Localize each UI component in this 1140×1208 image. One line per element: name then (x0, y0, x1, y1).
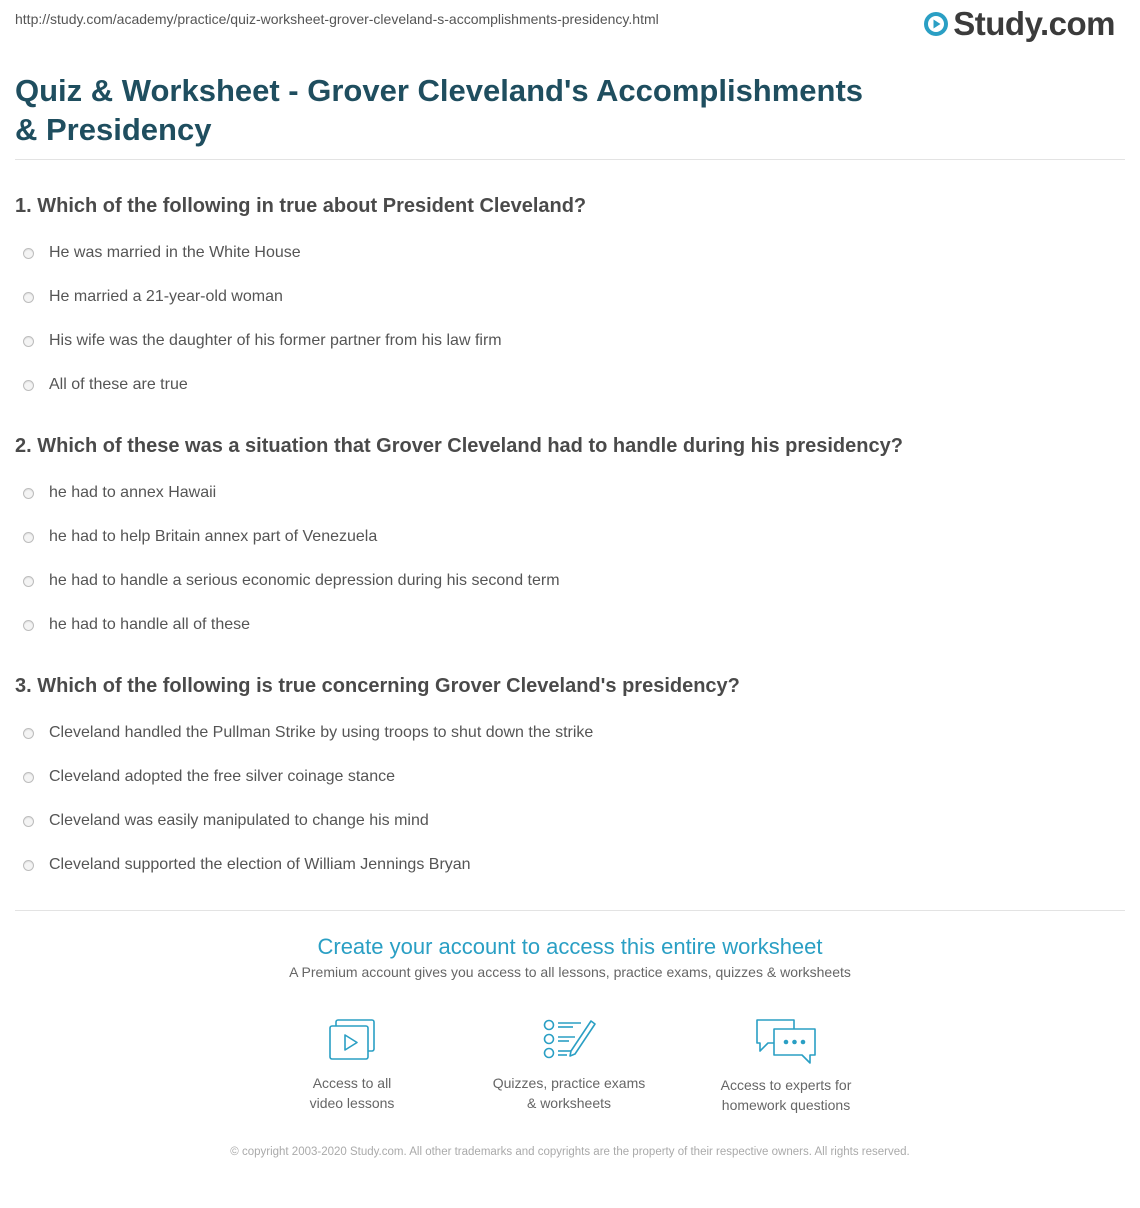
answer-option[interactable] (23, 755, 1125, 799)
video-lessons-icon (327, 1017, 377, 1063)
option-label: Cleveland adopted the free silver coinage stance (49, 768, 395, 785)
question-3 (15, 673, 1125, 887)
option-label: he had to annex Hawaii (49, 484, 217, 501)
chat-bubbles-icon (754, 1017, 818, 1065)
radio-button[interactable] (23, 248, 34, 259)
option-label: Cleveland was easily manipulated to change his mind (49, 812, 429, 829)
option-label: His wife was the daughter of his former partner from his law firm (49, 332, 502, 349)
radio-button[interactable] (23, 772, 34, 783)
page-url: http://study.com/academy/practice/quiz-worksheet-grover-cleveland-s-accomplishments-presidency.html (15, 11, 659, 27)
radio-button[interactable] (23, 532, 34, 543)
answer-option[interactable] (23, 363, 1125, 407)
title-divider (15, 159, 1125, 160)
radio-button[interactable] (23, 576, 34, 587)
feature-label: Access to all video lessons (309, 1075, 395, 1111)
answer-option[interactable] (23, 275, 1125, 319)
answer-option[interactable] (23, 471, 1125, 515)
answer-option[interactable] (23, 515, 1125, 559)
radio-button[interactable] (23, 292, 34, 303)
cta-subtitle: A Premium account gives you access to all lessons, practice exams, quizzes & worksheets (289, 964, 851, 980)
feature-label: Quizzes, practice exams & worksheets (492, 1075, 646, 1111)
radio-button[interactable] (23, 816, 34, 827)
option-label: he had to handle a serious economic depression during his second term (49, 572, 560, 589)
answer-option[interactable] (23, 843, 1125, 887)
radio-button[interactable] (23, 620, 34, 631)
feature-video-lessons (252, 1017, 452, 1113)
answer-option[interactable] (23, 319, 1125, 363)
answer-option[interactable] (23, 711, 1125, 755)
option-label: Cleveland supported the election of William Jennings Bryan (49, 856, 471, 873)
radio-button[interactable] (23, 860, 34, 871)
answer-option[interactable] (23, 559, 1125, 603)
question-text: 2. Which of these was a situation that Grover Cleveland had to handle during his presidency? (15, 435, 903, 457)
create-account-link[interactable]: Create your account to access this entire worksheet (317, 934, 823, 959)
copyright-notice: © copyright 2003-2020 Study.com. All other trademarks and copyrights are the property of their respective owners. All rights reserved. (230, 1146, 910, 1158)
option-label: he had to help Britain annex part of Venezuela (49, 528, 378, 545)
radio-button[interactable] (23, 728, 34, 739)
radio-button[interactable] (23, 336, 34, 347)
logo-text: Study.com (953, 5, 1115, 42)
question-text: 1. Which of the following in true about President Cleveland? (15, 195, 587, 217)
play-circle-icon (923, 11, 949, 37)
feature-quizzes (469, 1017, 669, 1113)
section-divider (15, 910, 1125, 911)
study-logo[interactable] (923, 6, 1115, 42)
question-1 (15, 193, 1125, 407)
option-label: All of these are true (49, 376, 188, 393)
answer-option[interactable] (23, 799, 1125, 843)
option-label: He was married in the White House (49, 244, 301, 261)
feature-label: Access to experts for homework questions (720, 1077, 852, 1113)
option-label: Cleveland handled the Pullman Strike by using troops to shut down the strike (49, 724, 594, 741)
option-label: He married a 21-year-old woman (49, 288, 283, 305)
page-title: Quiz & Worksheet - Grover Cleveland's Accomplishments & Presidency (15, 73, 864, 147)
question-2 (15, 433, 1125, 647)
question-text: 3. Which of the following is true concerning Grover Cleveland's presidency? (15, 675, 740, 697)
radio-button[interactable] (23, 380, 34, 391)
radio-button[interactable] (23, 488, 34, 499)
quiz-list-icon (541, 1017, 597, 1063)
feature-experts (686, 1017, 886, 1115)
answer-option[interactable] (23, 231, 1125, 275)
option-label: he had to handle all of these (49, 616, 251, 633)
answer-option[interactable] (23, 603, 1125, 647)
